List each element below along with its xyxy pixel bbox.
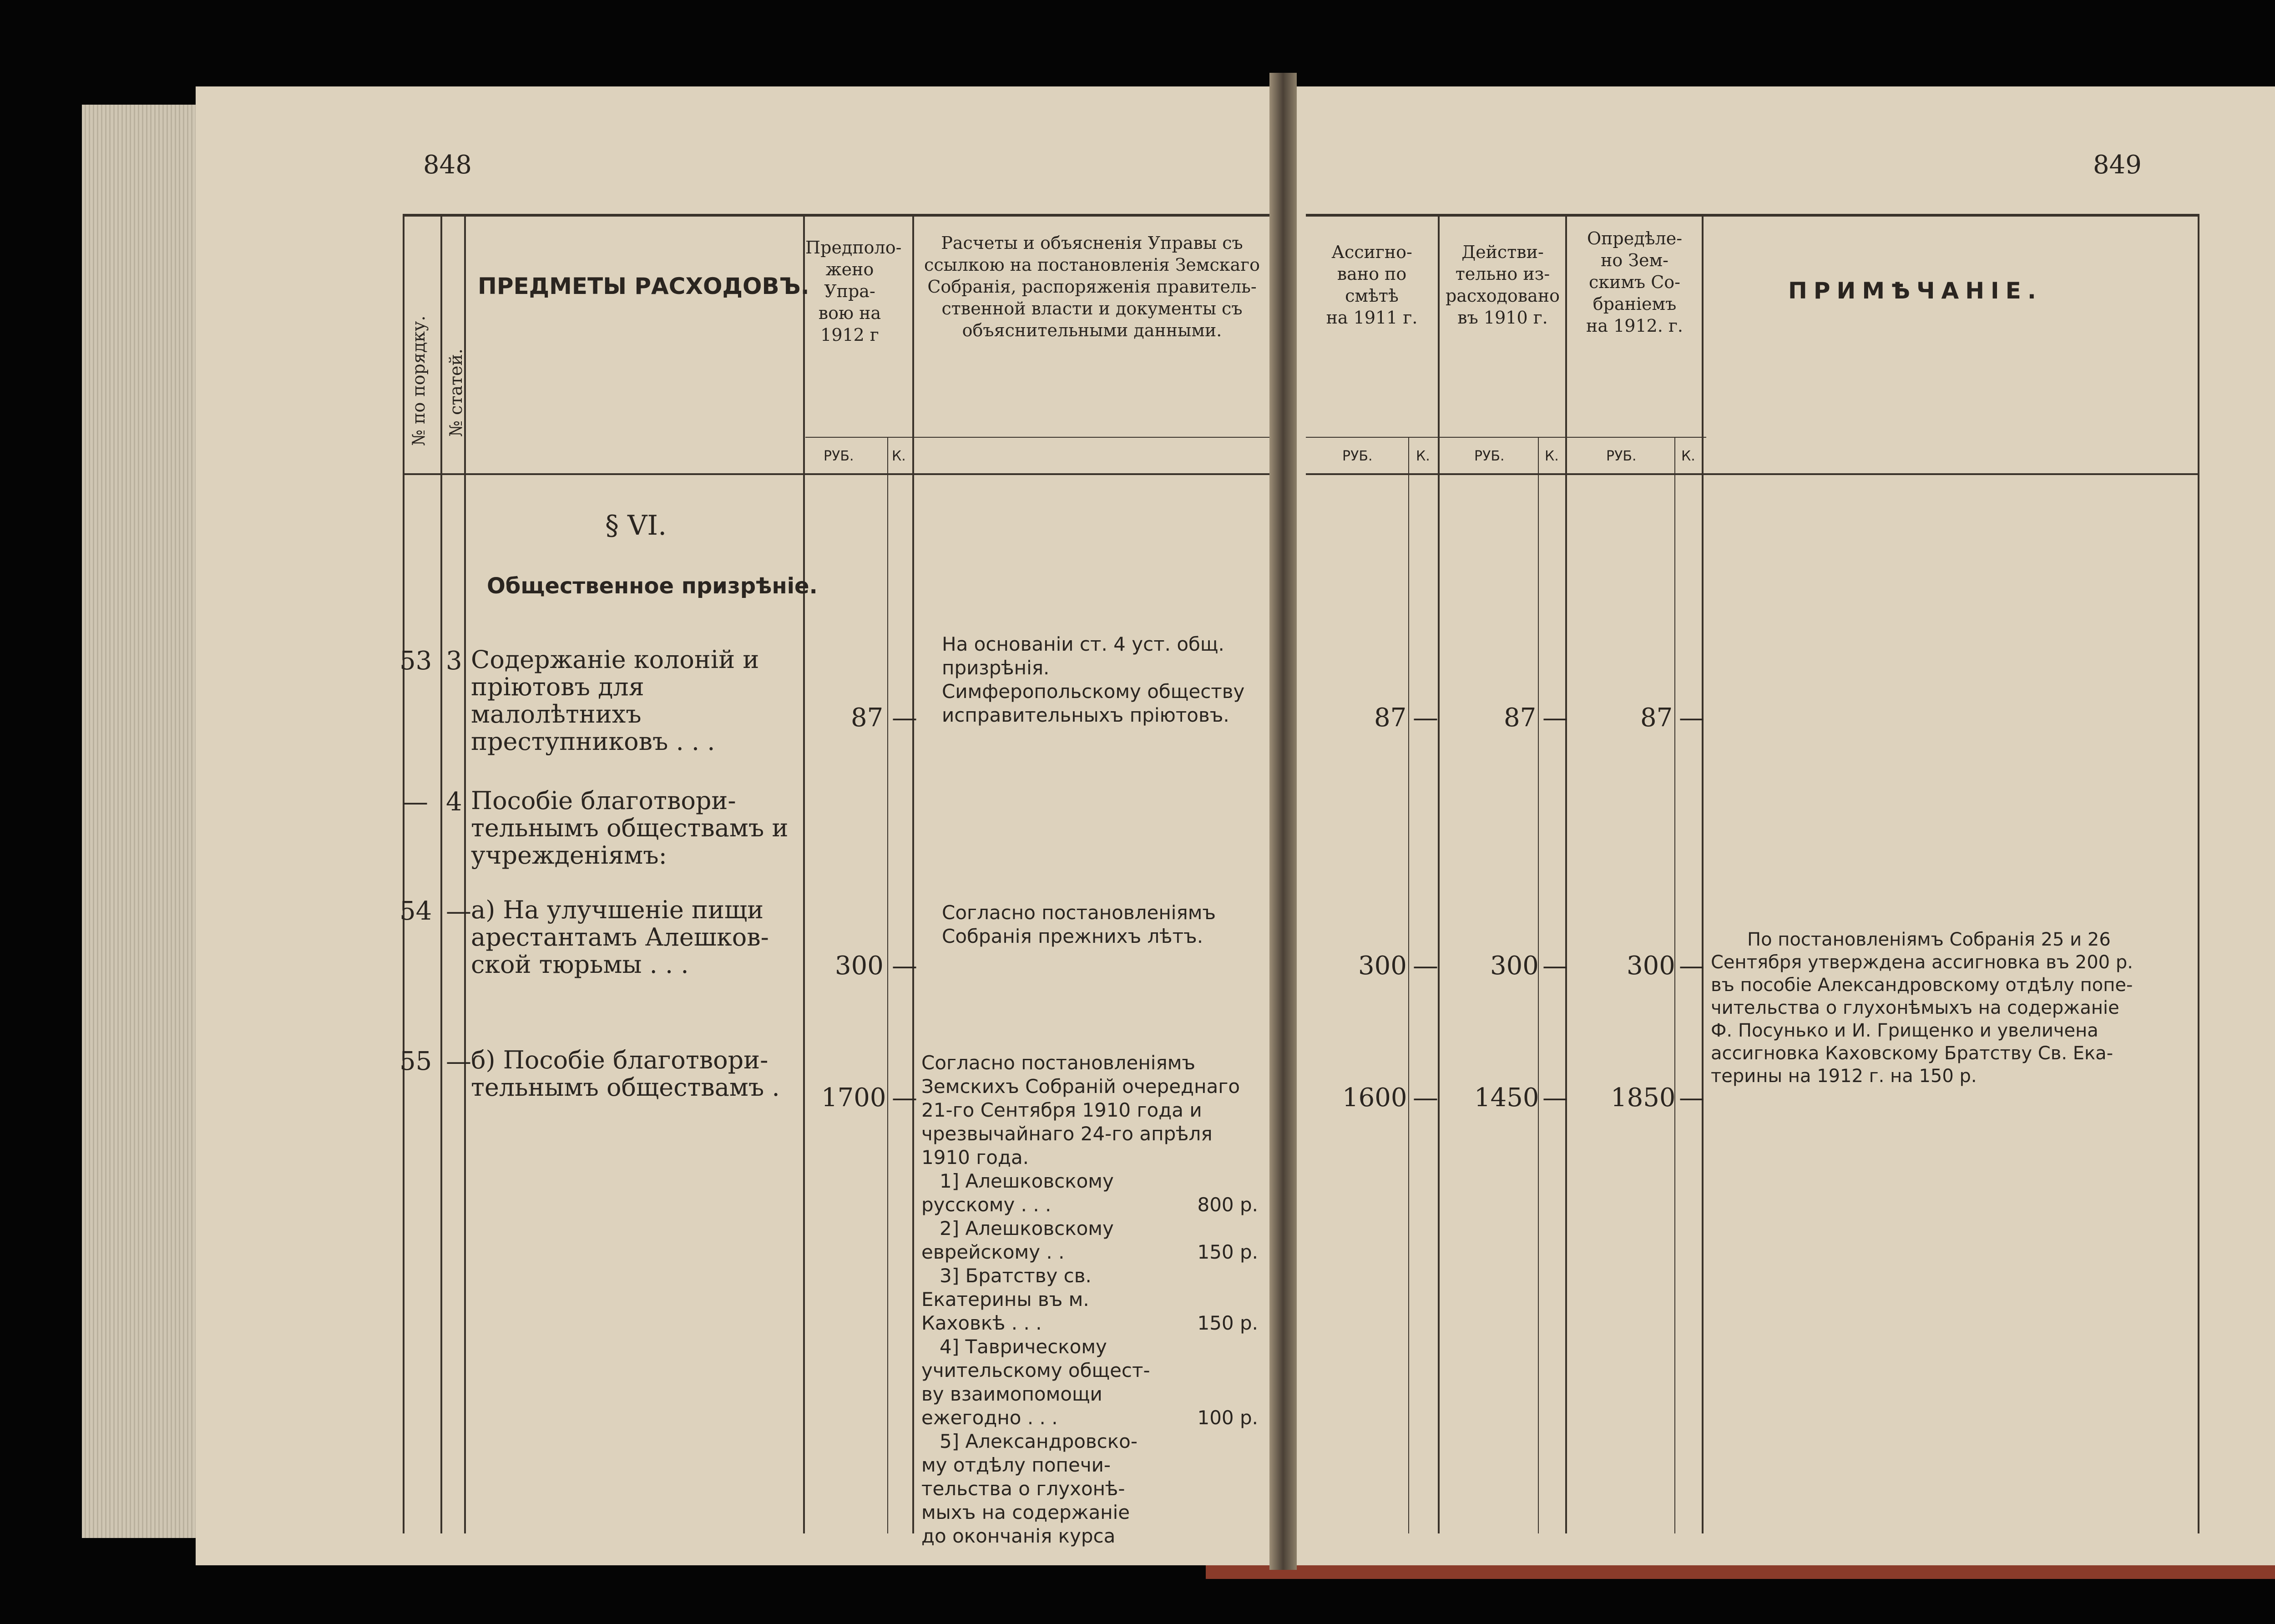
table-top-rule [1306, 214, 2198, 217]
section-mark: § VI. [605, 510, 667, 541]
row-spent: 300 [1490, 951, 1539, 981]
sub-item: 1] Алешковскому русскому . . . 800 р. [921, 1170, 1258, 1216]
header-determined: Опредѣле- но Зем- скимъ Со- браніемъ на 1912. г. [1586, 228, 1683, 336]
col-border [1538, 437, 1539, 1533]
header-note: ПРИМѢЧАНІЕ. [1788, 278, 2042, 304]
row-calc: Согласно постановленіямъ Собранія прежнихъ лѣтъ. [942, 901, 1216, 947]
header-bottom-rule [1306, 473, 2198, 475]
row-article: 3 [446, 646, 462, 676]
header-units-rule [805, 437, 1269, 438]
header-spent: Действи- тельно из- расходовано въ 1910 г. [1445, 242, 1560, 328]
header-calculations: Расчеты и объясненія Управы съ ссылкою на постановленія Земскаго Собранія, распоряженія правитель- ственной власти и документы съ объяснительными данными. [924, 233, 1260, 340]
page-edges-left [82, 105, 200, 1538]
header-kop: К. [1681, 448, 1695, 464]
header-units-rule [1306, 437, 1706, 438]
col-border [403, 214, 404, 1533]
row-dash: — [1413, 951, 1438, 981]
sub-items-list [921, 1169, 1267, 1548]
header-rub: РУБ. [1606, 448, 1637, 464]
row-dash: — [1542, 703, 1568, 733]
sub-item: 4] Таврическому учительскому общест- ву взаимопомощи ежегодно . . . 100 р. [921, 1336, 1258, 1429]
header-article: № статей. [446, 349, 466, 437]
sub-item: 5] Александровско- му отдѣлу попечи- тельства о глухонѣ- мыхъ на содержаніе до окончанія курса [921, 1430, 1138, 1547]
row-dash: — [1679, 1083, 1704, 1113]
row-proposed-kop: — [892, 1083, 917, 1113]
header-items: ПРЕДМЕТЫ РАСХОДОВЪ. [478, 273, 809, 299]
header-bottom-rule [403, 473, 1269, 475]
row-dash: — [1542, 951, 1568, 981]
row-dash: — [1679, 703, 1704, 733]
table-top-rule [403, 214, 1269, 217]
col-border [912, 214, 914, 1533]
row-order: — [403, 787, 428, 817]
row-assigned: 1600 [1342, 1083, 1407, 1113]
col-border [1565, 214, 1567, 1533]
page-number-right: 849 [2093, 150, 2142, 180]
col-border [2198, 214, 2199, 1533]
row-assigned: 300 [1358, 951, 1407, 981]
row-assigned: 87 [1374, 703, 1407, 733]
row-note: По постановленіямъ Собранія 25 и 26 Сентября утверждена ассигновка въ 200 р. въ пособіе Александровскому отдѣлу попе- чительства о глухонѣмыхъ на содержаніе Ф. Посунько и И. Грищенко и увеличена ассигновка Каховскому Братству Св. Ека- терины на 1912 г. на 150 р. [1711, 929, 2133, 1087]
row-dash: — [1679, 951, 1704, 981]
row-article: 4 [446, 787, 462, 817]
row-article: — [446, 1047, 471, 1076]
row-order: 54 [399, 896, 432, 926]
row-item: а) На улучшеніе пищи арестантамъ Алешков- ской тюрьмы . . . [471, 895, 769, 979]
sub-item: 2] Алешковскому еврейскому . . 150 р. [921, 1217, 1258, 1263]
row-calc: Согласно постановленіямъ Земскихъ Собраній очереднаго 21-го Сентября 1910 года и чрезвычайнаго 24-го апрѣля 1910 года. [921, 1052, 1240, 1169]
row-determined: 300 [1627, 951, 1675, 981]
sub-item: 3] Братству св. Екатерины въ м. Каховкѣ . . . 150 р. [921, 1265, 1258, 1334]
row-proposed-kop: — [892, 703, 917, 733]
col-border [1408, 437, 1409, 1533]
row-dash: — [1542, 1083, 1568, 1113]
header-order: № по порядку. [409, 315, 429, 446]
header-proposed: Предполо- жено Упра- вою на 1912 г [805, 238, 902, 345]
row-proposed: 87 [851, 703, 884, 733]
row-order: 53 [399, 646, 432, 676]
col-border [1702, 214, 1704, 1533]
col-border [1438, 214, 1440, 1533]
row-proposed: 1700 [821, 1083, 886, 1113]
row-item: Пособіе благотвори- тельнымъ обществамъ и учрежденіямъ: [471, 786, 789, 870]
col-border [887, 437, 888, 1533]
header-rub: РУБ. [1342, 448, 1373, 464]
row-dash: — [1413, 1083, 1438, 1113]
header-rub: РУБ. [1474, 448, 1505, 464]
page-number-left: 848 [423, 150, 472, 180]
row-proposed-kop: — [892, 951, 917, 981]
row-determined: 87 [1640, 703, 1673, 733]
row-item: б) Пособіе благотвори- тельнымъ обществамъ . [471, 1046, 780, 1102]
col-border [440, 214, 442, 1533]
row-spent: 1450 [1474, 1083, 1539, 1113]
row-order: 55 [399, 1047, 432, 1076]
row-determined: 1850 [1611, 1083, 1676, 1113]
header-kop: К. [1416, 448, 1430, 464]
row-calc: На основаніи ст. 4 уст. общ. призрѣнія. Симферопольскому обществу исправительныхъ пріютовъ. [942, 633, 1245, 726]
section-title: Общественное призрѣніе. [487, 573, 818, 599]
row-item: Содержаніе колоній и пріютовъ для малолѣтнихъ преступниковъ . . . [471, 645, 759, 756]
left-page [196, 86, 1279, 1565]
row-proposed: 300 [835, 951, 884, 981]
header-rub: РУБ. [824, 448, 854, 464]
row-dash: — [1413, 703, 1438, 733]
row-article: — [446, 896, 471, 926]
col-border [1674, 437, 1675, 1533]
col-border [803, 214, 805, 1533]
book-spine [1269, 73, 1297, 1570]
header-kop: К. [892, 448, 906, 464]
right-page [1288, 86, 2275, 1565]
row-spent: 87 [1504, 703, 1537, 733]
header-kop: К. [1545, 448, 1559, 464]
header-assigned: Ассигно- вано по смѣтѣ на 1911 г. [1326, 242, 1418, 328]
